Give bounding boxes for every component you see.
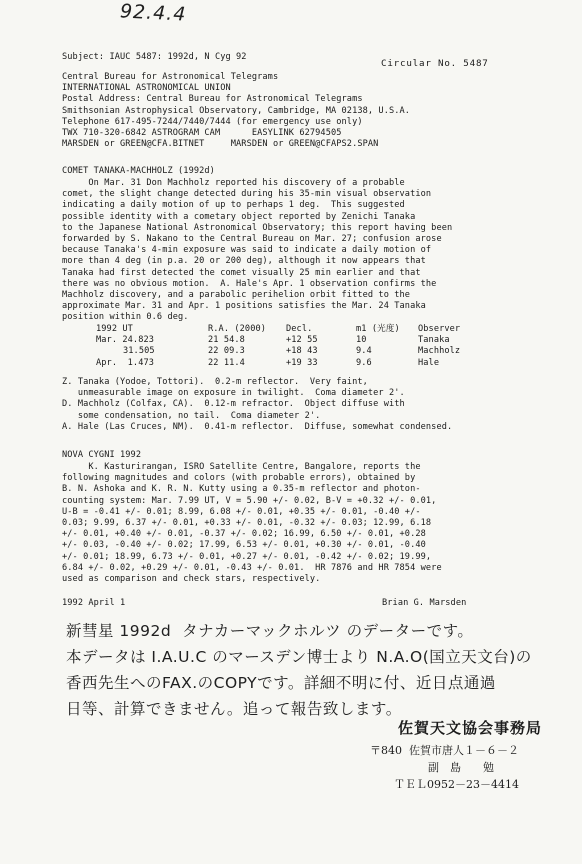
cell-decl: +19 33 (286, 357, 318, 368)
paragraph-line: approximate Mar. 31 and Apr. 1 positions satisfies the Mar. 24 Tanaka (62, 301, 426, 312)
paragraph-line: B. N. Ashoka and K. R. N. Kutty using a 0.35-m reflector and photon- (62, 484, 421, 495)
cell-ra: 22 09.3 (208, 346, 245, 357)
paragraph-line: On Mar. 31 Don Machholz reported his discovery of a probable (62, 178, 405, 188)
subject-line: Subject: IAUC 5487: 1992d, N Cyg 92 (62, 52, 247, 62)
paragraph-line: +/- 0.01, +0.40 +/- 0.01, -0.37 +/- 0.02; 16.99, 6.50 +/- 0.01, +0.28 (62, 529, 426, 540)
header-line: INTERNATIONAL ASTRONOMICAL UNION (62, 83, 231, 94)
col-header-mag: m1 (光度) (356, 324, 400, 334)
header-line: TWX 710-320-6842 ASTROGRAM CAM EASYLINK 62794505 (62, 128, 342, 139)
cell-ut: Apr. 1.473 (96, 357, 155, 368)
nova-title: NOVA CYGNI 1992 (62, 450, 142, 460)
note-line: unmeasurable image on exposure in twilight. Coma diameter 2'. (62, 388, 405, 399)
bureau-header (62, 72, 410, 150)
cell-decl: +18 43 (286, 346, 318, 357)
cell-observer: Machholz (418, 346, 461, 357)
table-row (96, 358, 460, 369)
note-line: 新彗星 1992d タナカーマックホルツ のデーターです。 (66, 622, 474, 640)
paragraph-line: U-B = -0.41 +/- 0.01; 8.99, 6.08 +/- 0.01, +0.35 +/- 0.01, -0.40 +/- (62, 506, 421, 517)
nova-paragraph (62, 462, 442, 585)
paragraph-line: possible identity with a cometary object reported by Zenichi Tanaka (62, 211, 416, 222)
paragraph-line: more than 4 deg (in p.a. 20 or 200 deg), although it now appears that (62, 256, 426, 267)
table-row (96, 335, 460, 346)
paragraph-line: position within 0.6 deg. (62, 312, 189, 323)
col-header-decl: Decl. (286, 324, 313, 334)
cell-mag: 9.6 (356, 357, 372, 368)
paragraph-line: used as comparison and check stars, respectively. (62, 574, 321, 585)
note-line: 本データは I.A.U.C のマースデン博士より N.A.O(国立天文台)の (66, 648, 532, 666)
paragraph-line: forwarded by S. Nakano to the Central Bureau on Mar. 27; confusion arose (62, 234, 442, 245)
note-line: D. Machholz (Colfax, CA). 0.12-m refractor. Object diffuse with (62, 399, 405, 410)
observer-notes (62, 377, 452, 433)
note-line: 香西先生へのFAX.のCOPYです。詳細不明に付、近日点通過 (66, 674, 496, 692)
note-line: Z. Tanaka (Yodoe, Tottori). 0.2-m reflector. Very faint, (62, 377, 368, 387)
note-line: A. Hale (Las Cruces, NM). 0.41-m reflector. Diffuse, somewhat condensed. (62, 421, 453, 432)
paragraph-line: Tanaka had first detected the comet visually 25 min earlier and that (62, 267, 421, 278)
note-line: some condensation, no tail. Coma diameter 2'. (62, 410, 321, 421)
table-row (96, 346, 460, 357)
header-line: Central Bureau for Astronomical Telegrams (62, 72, 279, 82)
cell-mag: 9.4 (356, 346, 372, 357)
col-header-observer: Observer (418, 324, 461, 334)
paragraph-line: there was no obvious motion. A. Hale's Apr. 1 observation confirms the (62, 278, 437, 289)
paragraph-line: 0.03; 9.99, 6.37 +/- 0.01, +0.33 +/- 0.01, -0.32 +/- 0.03; 12.99, 6.18 (62, 518, 432, 529)
cell-ut: Mar. 24.823 (96, 335, 155, 346)
cell-observer: Hale (418, 357, 440, 368)
paragraph-line: to the Japanese National Astronomical Observatory; this report having been (62, 222, 453, 233)
paragraph-line: following magnitudes and colors (with probable errors), obtained by (62, 473, 416, 484)
table-header-row (96, 324, 460, 335)
paragraph-line: counting system: Mar. 7.99 UT, V = 5.90 +/- 0.02, B-V = +0.32 +/- 0.01, (62, 495, 437, 506)
col-header-ra: R.A. (2000) (208, 324, 267, 334)
paragraph-line: because Tanaka's 4-min exposure was said to indicate a daily motion of (62, 245, 432, 256)
paragraph-line: 6.84 +/- 0.02, +0.29 +/- 0.01, -0.43 +/- 0.01. HR 7876 and HR 7854 were (62, 562, 442, 573)
paragraph-line: comet, the slight change detected during his 35-min visual observation (62, 189, 432, 200)
circular-date: 1992 April 1 (62, 598, 126, 608)
stamp-address: 〒840 佐賀市唐人１－６－２ (370, 744, 519, 757)
header-line: MARSDEN or GREEN@CFA.BITNET MARSDEN or GREEN@CFAPS2.SPAN (62, 139, 379, 150)
signature: Brian G. Marsden (382, 598, 467, 608)
paragraph-line: +/- 0.03, -0.40 +/- 0.02; 17.99, 6.53 +/- 0.01, +0.30 +/- 0.01, -0.40 (62, 540, 426, 551)
stamp-tel: ＴＥＬ0952－23－4414 (394, 778, 519, 791)
cell-observer: Tanaka (418, 335, 450, 346)
paragraph-line: Machholz discovery, and a parabolic perihelion orbit fitted to the (62, 290, 411, 301)
cell-ra: 21 54.8 (208, 335, 245, 346)
col-header-ut: 1992 UT (96, 324, 133, 334)
cell-decl: +12 55 (286, 335, 318, 346)
observation-table (96, 324, 460, 369)
header-line: Smithsonian Astrophysical Observatory, Cambridge, MA 02138, U.S.A. (62, 105, 411, 116)
paragraph-line: indicating a daily motion of up to perhaps 1 deg. This suggested (62, 200, 405, 211)
association-stamp (370, 717, 570, 792)
circular-number: Circular No. 5487 (381, 58, 489, 69)
header-line: Telephone 617-495-7244/7440/7444 (for emergency use only) (62, 116, 363, 127)
paragraph-line: K. Kasturirangan, ISRO Satellite Centre, Bangalore, reports the (62, 462, 421, 472)
paragraph-line: +/- 0.01; 18.99, 6.73 +/- 0.01, +0.27 +/- 0.01, -0.42 +/- 0.02; 19.99, (62, 551, 432, 562)
handwritten-reference: 92.4.4 (119, 0, 187, 26)
cell-ra: 22 11.4 (208, 357, 245, 368)
cell-mag: 10 (356, 335, 367, 346)
cell-ut: 31.505 (123, 346, 155, 357)
stamp-name: 副 島 勉 (428, 761, 494, 774)
handwritten-note (66, 618, 532, 722)
comet-title: COMET TANAKA-MACHHOLZ (1992d) (62, 166, 215, 176)
header-line: Postal Address: Central Bureau for Astronomical Telegrams (62, 94, 363, 105)
note-line: 日等、計算できません。追って報告致します。 (66, 700, 402, 718)
stamp-org: 佐賀天文協会事務局 (398, 719, 543, 737)
comet-paragraph (62, 178, 574, 324)
